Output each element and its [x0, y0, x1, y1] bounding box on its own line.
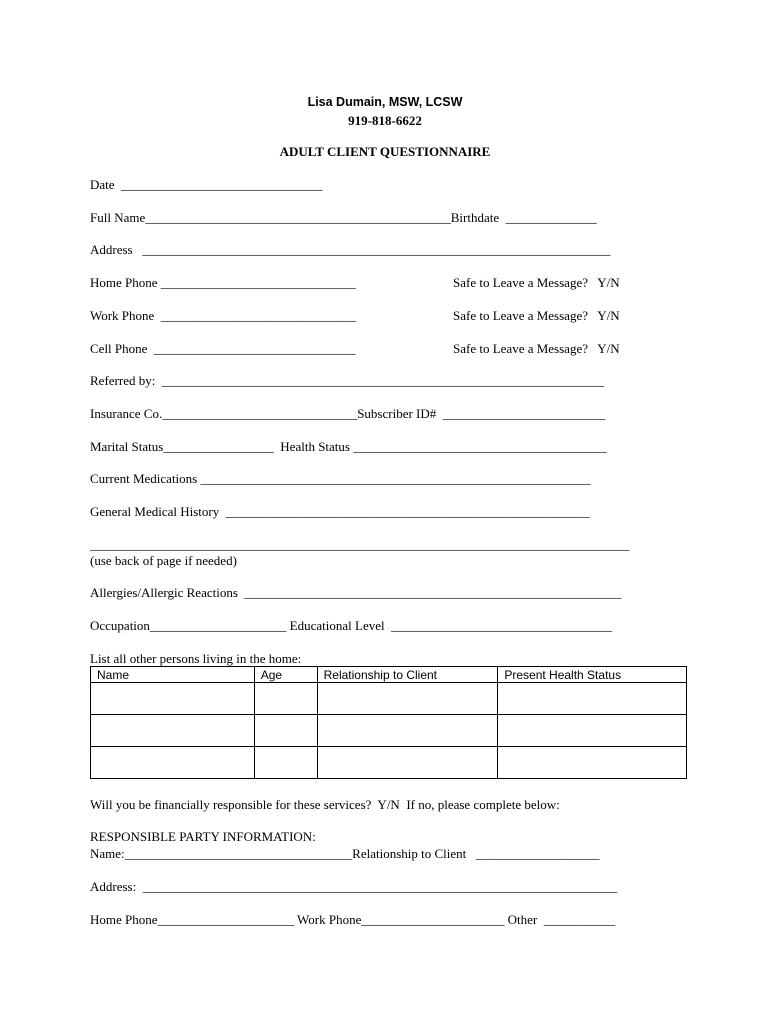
allergies-field[interactable]: Allergies/Allergic Reactions __________________________________________________________: [90, 585, 622, 600]
referred-by-field[interactable]: Referred by: ____________________________________________________________________: [90, 373, 604, 388]
table-cell[interactable]: [317, 683, 498, 715]
address-field[interactable]: Address ________________________________________________________________________: [90, 242, 611, 257]
table-row: [91, 715, 687, 747]
table-cell[interactable]: [498, 683, 687, 715]
responsible-party-heading: RESPONSIBLE PARTY INFORMATION:: [90, 829, 316, 844]
col-header-relationship: Relationship to Client: [317, 667, 498, 683]
table-cell[interactable]: [254, 715, 317, 747]
safe-message-work[interactable]: Safe to Leave a Message? Y/N: [453, 308, 620, 323]
table-cell[interactable]: [91, 683, 255, 715]
table-row: [91, 747, 687, 779]
table-cell[interactable]: [91, 747, 255, 779]
general-medical-history-field[interactable]: General Medical History ________________________________________________________: [90, 504, 590, 519]
occupation-education-field[interactable]: Occupation_____________________ Educational Level __________________________________: [90, 618, 613, 633]
responsible-party-name-field[interactable]: Name:___________________________________Relationship to Client ___________________: [90, 846, 600, 861]
table-row: [91, 683, 687, 715]
table-cell[interactable]: [254, 747, 317, 779]
table-header-row: [91, 667, 687, 683]
header-phone: 919-818-6622: [348, 113, 422, 128]
home-phone-field[interactable]: Home Phone ______________________________: [90, 275, 356, 290]
col-header-health-status: Present Health Status: [498, 667, 687, 683]
table-cell[interactable]: [91, 715, 255, 747]
safe-message-home[interactable]: Safe to Leave a Message? Y/N: [453, 275, 620, 290]
persons-table-caption: List all other persons living in the home:: [90, 651, 302, 666]
col-header-age: Age: [254, 667, 317, 683]
table-cell[interactable]: [498, 747, 687, 779]
full-name-field[interactable]: Full Name_______________________________________________Birthdate ______________: [90, 210, 597, 225]
medical-history-line2[interactable]: ___________________________________________________________________________________: [90, 537, 630, 552]
date-field[interactable]: Date _______________________________: [90, 177, 323, 192]
persons-table: [90, 666, 687, 779]
table-cell[interactable]: [498, 715, 687, 747]
responsible-party-phones-field[interactable]: Home Phone_____________________ Work Phone______________________ Other ___________: [90, 912, 616, 927]
form-title: ADULT CLIENT QUESTIONNAIRE: [279, 144, 491, 159]
safe-message-cell[interactable]: Safe to Leave a Message? Y/N: [453, 341, 620, 356]
insurance-field[interactable]: Insurance Co.______________________________Subscriber ID# _________________________: [90, 406, 606, 421]
responsible-party-address-field[interactable]: Address: _________________________________________________________________________: [90, 879, 618, 894]
marital-health-field[interactable]: Marital Status_________________ Health Status _______________________________________: [90, 439, 607, 454]
financial-question[interactable]: Will you be financially responsible for these services? Y/N If no, please complete below:: [90, 797, 560, 812]
current-medications-field[interactable]: Current Medications ____________________________________________________________: [90, 471, 591, 486]
cell-phone-field[interactable]: Cell Phone _______________________________: [90, 341, 356, 356]
use-back-note: (use back of page if needed): [90, 553, 237, 568]
col-header-name: Name: [91, 667, 255, 683]
table-cell[interactable]: [254, 683, 317, 715]
work-phone-field[interactable]: Work Phone ______________________________: [90, 308, 356, 323]
table-cell[interactable]: [317, 715, 498, 747]
table-cell[interactable]: [317, 747, 498, 779]
header-name: Lisa Dumain, MSW, LCSW: [307, 95, 463, 109]
